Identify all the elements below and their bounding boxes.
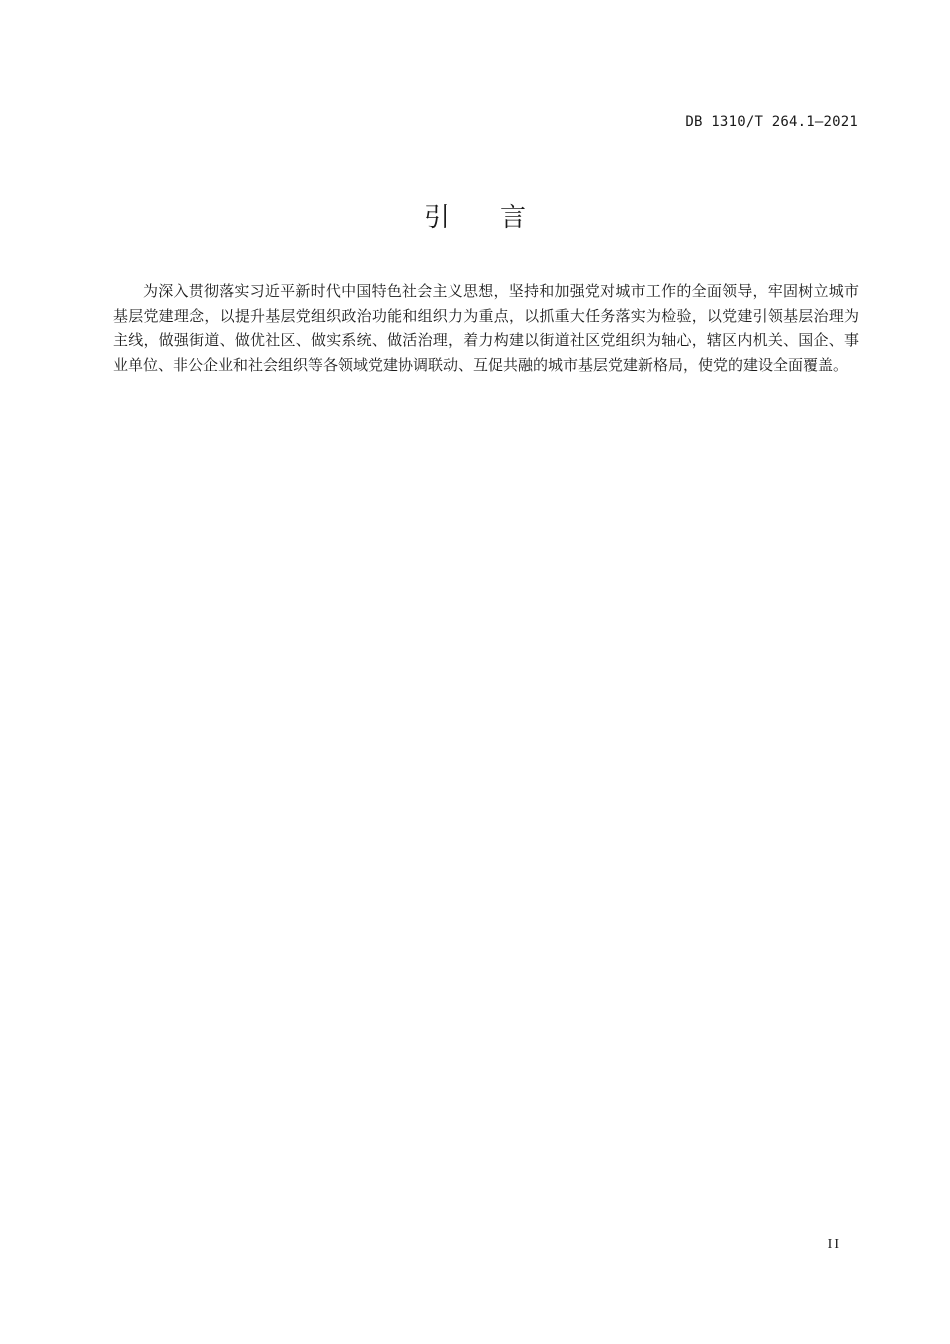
- standard-code: DB 1310/T 264.1—2021: [685, 114, 858, 130]
- intro-paragraph: 为深入贯彻落实习近平新时代中国特色社会主义思想，坚持和加强党对城市工作的全面领导，牢固树立城市基层党建理念，以提升基层党组织政治功能和组织力为重点，以抓重大任务落实为检验，以党建引领基层治理为主线，做强街道、做优社区、做实系统、做活治理，着力构建以街道社区党组织为轴心，辖区内机关、国企、事业单位、非公企业和社会组织等各领域党建协调联动、互促共融的城市基层党建新格局，使党的建设全面覆盖。: [113, 282, 859, 374]
- page-title: [0, 198, 950, 238]
- title-char-1: 引: [423, 203, 450, 233]
- page-number: II: [827, 1237, 841, 1252]
- title-char-2: 言: [500, 203, 527, 233]
